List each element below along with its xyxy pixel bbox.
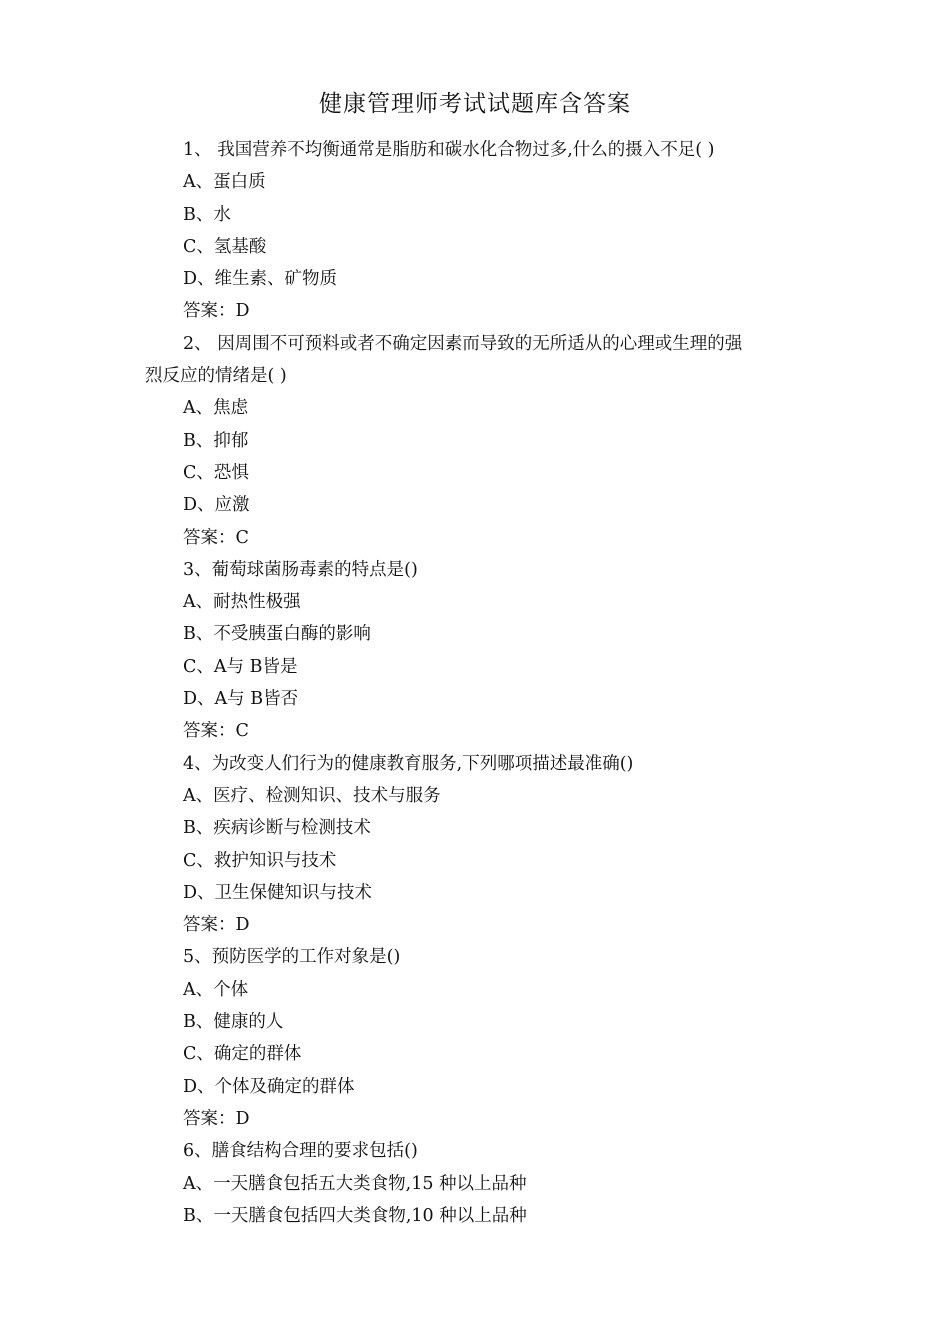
option: A、医疗、检测知识、技术与服务 <box>183 785 441 806</box>
option: B、水 <box>183 204 231 225</box>
option: A、耐热性极强 <box>183 592 301 613</box>
question-stem: 3、葡萄球菌肠毒素的特点是() <box>183 559 418 580</box>
option: D、应激 <box>183 495 250 516</box>
option: A、个体 <box>183 979 249 1000</box>
option: B、不受胰蛋白酶的影响 <box>183 624 371 645</box>
answer: 答案：D <box>183 915 250 936</box>
document-title: 健康管理师考试试题库含答案 <box>319 91 631 117</box>
question-stem: 6、膳食结构合理的要求包括() <box>183 1141 418 1162</box>
option: A、一天膳食包括五大类食物,15 种以上品种 <box>183 1173 527 1194</box>
answer: 答案：D <box>183 301 250 322</box>
option: B、疾病诊断与检测技术 <box>183 818 371 839</box>
question-stem: 2、 因周围不可预料或者不确定因素而导致的无所适从的心理或生理的强 <box>183 333 743 354</box>
question-stem: 5、预防医学的工作对象是() <box>183 947 401 968</box>
question-stem-continuation: 烈反应的情绪是( ) <box>145 366 287 387</box>
option: C、氢基酸 <box>183 236 267 257</box>
option: B、一天膳食包括四大类食物,10 种以上品种 <box>183 1205 527 1226</box>
question-stem: 4、为改变人们行为的健康教育服务,下列哪项描述最准确() <box>183 753 634 774</box>
option: A、蛋白质 <box>183 172 266 193</box>
answer: 答案：D <box>183 1108 250 1129</box>
option: D、维生素、矿物质 <box>183 269 338 290</box>
answer: 答案：C <box>183 527 249 548</box>
option: C、确定的群体 <box>183 1044 302 1065</box>
question-list <box>0 134 950 1232</box>
option: B、抑郁 <box>183 430 249 451</box>
option: C、恐惧 <box>183 462 249 483</box>
option: D、A与 B皆否 <box>183 689 299 710</box>
question-stem: 1、 我国营养不均衡通常是脂肪和碳水化合物过多,什么的摄入不足( ) <box>183 140 715 160</box>
option: C、救护知识与技术 <box>183 850 337 871</box>
option: D、卫生保健知识与技术 <box>183 882 373 903</box>
option: D、个体及确定的群体 <box>183 1076 355 1097</box>
answer: 答案：C <box>183 721 249 742</box>
option: C、A与 B皆是 <box>183 656 298 677</box>
option: A、焦虑 <box>183 398 249 419</box>
option: B、健康的人 <box>183 1012 284 1033</box>
